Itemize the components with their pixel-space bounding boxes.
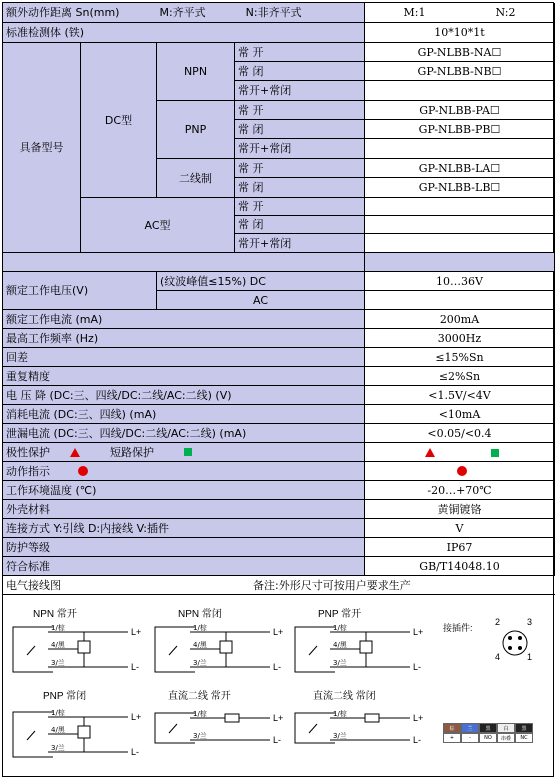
diagram-2wire-no-title: 直流二线 常开 bbox=[168, 691, 231, 702]
voltage-dc-label: (纹波峰值≤15%) DC bbox=[157, 272, 365, 291]
spec-label: 防护等级 bbox=[3, 538, 365, 557]
npn-nc-load-icon bbox=[220, 641, 232, 653]
header-m-value: M:1 bbox=[403, 6, 426, 19]
detect-label: 标准检测体 (铁) bbox=[3, 23, 365, 43]
blank-row-label bbox=[3, 253, 365, 272]
two-nc-lplus-label: L+ bbox=[413, 713, 424, 723]
short-circuit-label: 短路保护 bbox=[110, 445, 154, 459]
spec-value: <10mA bbox=[365, 405, 555, 424]
pin-1-label: 1 bbox=[527, 652, 533, 662]
output-mode-label: 常 闭 bbox=[235, 216, 365, 234]
npn-no-load-icon bbox=[78, 641, 90, 653]
spec-label: 外壳材料 bbox=[3, 500, 365, 519]
pnp-no-w3-label: 3/兰 bbox=[333, 659, 347, 667]
wiring-label: 电气接线图 bbox=[6, 578, 61, 592]
pnp-nc-w3-label: 3/兰 bbox=[51, 744, 65, 752]
spec-value: IP67 bbox=[365, 538, 555, 557]
spec-sheet bbox=[2, 2, 554, 777]
color-code-swatch: 黑 bbox=[479, 723, 497, 733]
action-value-cell bbox=[365, 462, 555, 481]
two-no-switch-symbol bbox=[169, 724, 177, 733]
two-nc-sensor-outline bbox=[295, 713, 335, 743]
two-no-lminus-label: L- bbox=[273, 735, 282, 745]
model-number bbox=[365, 198, 555, 216]
two-no-lplus-label: L+ bbox=[273, 713, 284, 723]
spec-value: ≤2%Sn bbox=[365, 367, 555, 386]
model-number: GP-NLBB-NB☐ bbox=[365, 62, 555, 81]
pnp-nc-lminus-label: L- bbox=[131, 747, 140, 757]
spec-label: 回差 bbox=[3, 348, 365, 367]
pin-4-label: 4 bbox=[495, 652, 501, 662]
color-code-mark: NO bbox=[479, 733, 497, 743]
pnp-no-switch-symbol bbox=[309, 646, 317, 655]
model-number: GP-NLBB-LA☐ bbox=[365, 159, 555, 178]
pnp-nc-load-icon bbox=[78, 726, 90, 738]
color-code-mark: NC bbox=[515, 733, 533, 743]
voltage-label: 额定工作电压(V) bbox=[3, 272, 157, 310]
pnp-nc-lplus-label: L+ bbox=[131, 712, 142, 722]
output-mode-label: 常 开 bbox=[235, 159, 365, 178]
header-value-cell bbox=[365, 3, 555, 23]
header-title: 额外动作距离 Sn(mm) bbox=[6, 6, 120, 19]
diagram-pnp-nc-title: PNP 常闭 bbox=[43, 691, 87, 702]
diagram-npn-nc-title: NPN 常闭 bbox=[178, 609, 222, 620]
wiring-diagrams bbox=[3, 595, 553, 775]
model-number: GP-NLBB-PB☐ bbox=[365, 120, 555, 139]
pin-2-label: 2 bbox=[495, 617, 501, 627]
model-number bbox=[365, 216, 555, 234]
short-circuit-square-icon bbox=[184, 448, 192, 456]
voltage-dc-value: 10…36V bbox=[365, 272, 555, 291]
npn-nc-w3-label: 3/兰 bbox=[193, 659, 207, 667]
color-code-swatch: 白 bbox=[497, 723, 515, 733]
color-code-swatch: 棕 bbox=[443, 723, 461, 733]
pnp-no-sensor-outline bbox=[295, 627, 335, 672]
spec-label: 消耗电流 (DC:三、四线) (mA) bbox=[3, 405, 365, 424]
protection-label-cell bbox=[3, 443, 365, 462]
output-mode-label: 常 开 bbox=[235, 101, 365, 120]
diagram-npn-no-title: NPN 常开 bbox=[33, 609, 77, 620]
header-label-cell bbox=[3, 3, 365, 23]
action-label: 动作指示 bbox=[6, 464, 50, 478]
color-code-mark: 串叠 bbox=[497, 733, 515, 743]
pnp-no-w1-label: 1/棕 bbox=[333, 624, 347, 632]
pnp-label: PNP bbox=[157, 101, 235, 159]
pin-3-label: 3 bbox=[527, 617, 533, 627]
spec-value: -20…+70℃ bbox=[365, 481, 555, 500]
plug-pin-4 bbox=[508, 646, 512, 650]
protection-value-cell bbox=[365, 443, 555, 462]
npn-no-sensor-outline bbox=[13, 627, 53, 672]
spec-label: 符合标准 bbox=[3, 557, 365, 576]
pnp-no-lminus-label: L- bbox=[413, 662, 422, 672]
npn-nc-switch-symbol bbox=[169, 646, 177, 655]
output-mode-label: 常开+常闭 bbox=[235, 139, 365, 159]
model-number: GP-NLBB-NA☐ bbox=[365, 43, 555, 62]
action-dot-value-icon bbox=[457, 466, 467, 476]
color-code-swatch: 兰 bbox=[461, 723, 479, 733]
output-mode-label: 常 开 bbox=[235, 198, 365, 216]
spec-label: 最高工作频率 (Hz) bbox=[3, 329, 365, 348]
spec-value: <0.05/<0.4 bbox=[365, 424, 555, 443]
voltage-ac-label: AC bbox=[157, 291, 365, 310]
npn-no-w1-label: 1/棕 bbox=[51, 624, 65, 632]
polarity-triangle-value-icon bbox=[425, 448, 435, 457]
two-no-w1-label: 1/棕 bbox=[193, 710, 207, 718]
spec-value: 3000Hz bbox=[365, 329, 555, 348]
spec-label: 连接方式 Y:引线 D:内接线 V:插件 bbox=[3, 519, 365, 538]
spec-value: ≤15%Sn bbox=[365, 348, 555, 367]
npn-nc-sensor-outline bbox=[155, 627, 195, 672]
model-number bbox=[365, 234, 555, 253]
output-mode-label: 常开+常闭 bbox=[235, 81, 365, 101]
ac-type-label: AC型 bbox=[81, 198, 235, 253]
wiring-header bbox=[3, 576, 555, 595]
header-m-label: M:齐平式 bbox=[159, 6, 206, 19]
npn-no-w3-label: 3/兰 bbox=[51, 659, 65, 667]
npn-nc-lminus-label: L- bbox=[273, 662, 282, 672]
two-nc-w3-label: 3/兰 bbox=[333, 732, 347, 740]
color-code-swatch: 黑 bbox=[515, 723, 533, 733]
two-nc-w1-label: 1/棕 bbox=[333, 710, 347, 718]
pnp-nc-w4-label: 4/黑 bbox=[51, 726, 65, 734]
pnp-nc-switch-symbol bbox=[27, 731, 35, 740]
pnp-no-w4-label: 4/黑 bbox=[333, 641, 347, 649]
spec-label: 电 压 降 (DC:三、四线/DC:二线/AC:二线) (V) bbox=[3, 386, 365, 405]
diagram-pnp-no-title: PNP 常开 bbox=[318, 609, 362, 620]
plug-pin-1 bbox=[518, 646, 522, 650]
header-n-label: N:非齐平式 bbox=[245, 6, 302, 19]
wiring-note: 备注:外形尺寸可按用户要求生产 bbox=[253, 578, 411, 592]
two-nc-load-icon bbox=[365, 714, 379, 722]
pnp-no-lplus-label: L+ bbox=[413, 627, 424, 637]
model-number bbox=[365, 139, 555, 159]
two-no-load-icon bbox=[225, 714, 239, 722]
spec-label: 额定工作电流 (mA) bbox=[3, 310, 365, 329]
two-no-sensor-outline bbox=[155, 713, 195, 743]
npn-nc-w1-label: 1/棕 bbox=[193, 624, 207, 632]
plug-label: 接插件: bbox=[443, 623, 473, 633]
npn-no-switch-symbol bbox=[27, 646, 35, 655]
output-mode-label: 常 闭 bbox=[235, 178, 365, 198]
plug-pin-3 bbox=[518, 636, 522, 640]
output-mode-label: 常 闭 bbox=[235, 62, 365, 81]
detect-value: 10*10*1t bbox=[365, 23, 555, 43]
voltage-ac-value bbox=[365, 291, 555, 310]
two-no-w3-label: 3/兰 bbox=[193, 732, 207, 740]
polarity-triangle-icon bbox=[70, 448, 80, 457]
output-mode-label: 常 开 bbox=[235, 43, 365, 62]
models-label: 具备型号 bbox=[3, 43, 81, 253]
plug-pin-2 bbox=[508, 636, 512, 640]
pnp-nc-sensor-outline bbox=[13, 712, 53, 757]
model-number: GP-NLBB-LB☐ bbox=[365, 178, 555, 198]
spec-label: 重复精度 bbox=[3, 367, 365, 386]
color-code-mark: - bbox=[461, 733, 479, 743]
model-number bbox=[365, 81, 555, 101]
polarity-label: 极性保护 bbox=[6, 445, 50, 459]
spec-label: 工作环境温度 (℃) bbox=[3, 481, 365, 500]
npn-no-w4-label: 4/黑 bbox=[51, 641, 65, 649]
two-nc-lminus-label: L- bbox=[413, 735, 422, 745]
short-circuit-square-value-icon bbox=[491, 449, 499, 457]
two-wire-label: 二线制 bbox=[157, 159, 235, 198]
spec-value: 黄铜镀铬 bbox=[365, 500, 555, 519]
model-number: GP-NLBB-PA☐ bbox=[365, 101, 555, 120]
dc-type-label: DC型 bbox=[81, 43, 157, 198]
header-n-value: N:2 bbox=[495, 6, 516, 19]
output-mode-label: 常开+常闭 bbox=[235, 234, 365, 253]
pnp-nc-w1-label: 1/棕 bbox=[51, 709, 65, 717]
spec-value: <1.5V/<4V bbox=[365, 386, 555, 405]
npn-no-lplus-label: L+ bbox=[131, 627, 142, 637]
plug-connector-icon bbox=[503, 631, 527, 655]
spec-value: V bbox=[365, 519, 555, 538]
spec-value: GB/T14048.10 bbox=[365, 557, 555, 576]
npn-nc-lplus-label: L+ bbox=[273, 627, 284, 637]
npn-no-lminus-label: L- bbox=[131, 662, 140, 672]
npn-label: NPN bbox=[157, 43, 235, 101]
output-mode-label: 常 闭 bbox=[235, 120, 365, 139]
two-nc-switch-symbol bbox=[309, 724, 317, 733]
pnp-no-load-icon bbox=[360, 641, 372, 653]
blank-row-value bbox=[365, 253, 555, 272]
diagram-2wire-nc-title: 直流二线 常闭 bbox=[313, 691, 376, 702]
action-dot-icon bbox=[78, 466, 88, 476]
spec-label: 泄漏电流 (DC:三、四线/DC:二线/AC:二线) (mA) bbox=[3, 424, 365, 443]
npn-nc-w4-label: 4/黑 bbox=[193, 641, 207, 649]
color-code-mark: + bbox=[443, 733, 461, 743]
spec-value: 200mA bbox=[365, 310, 555, 329]
action-label-cell bbox=[3, 462, 365, 481]
